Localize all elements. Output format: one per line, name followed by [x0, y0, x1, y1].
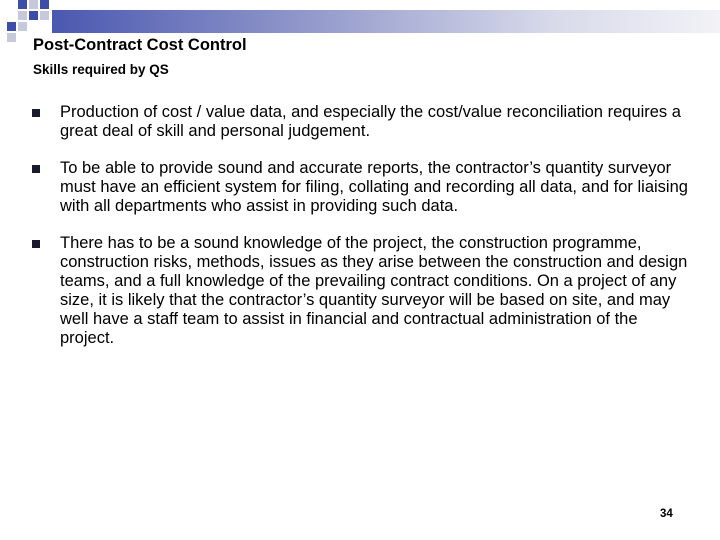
decor-square	[18, 22, 27, 31]
bullet-list	[32, 103, 692, 366]
bullet-item	[32, 234, 692, 348]
bullet-text: There has to be a sound knowledge of the project, the construction programme, construction risks, methods, issues as they arise between the construction and design teams, and a full knowledge of the prevailing contract conditions. On a project of any size, it is likely that the contractor’s quantity surveyor will be based on site, and may well have a staff team to assist in financial and contractual administration of the project.	[60, 234, 688, 347]
decor-square	[40, 0, 49, 9]
bullet-item	[32, 103, 692, 141]
decor-square	[29, 11, 38, 20]
square-bullet-icon	[32, 165, 40, 173]
square-bullet-icon	[32, 109, 40, 117]
page-number: 34	[660, 508, 673, 520]
bullet-item	[32, 159, 692, 216]
header-gradient-bar	[52, 10, 720, 33]
decor-square	[40, 11, 49, 20]
decor-square	[29, 0, 38, 9]
slide-title: Post-Contract Cost Control	[33, 36, 247, 54]
decor-square	[18, 0, 27, 9]
square-bullet-icon	[32, 240, 40, 248]
decor-square	[7, 22, 16, 31]
decor-square	[7, 33, 16, 42]
decor-square	[18, 11, 27, 20]
slide-subtitle: Skills required by QS	[33, 62, 169, 77]
bullet-text: Production of cost / value data, and especially the cost/value reconciliation requires a great deal of skill and personal judgement.	[60, 103, 681, 140]
bullet-text: To be able to provide sound and accurate reports, the contractor’s quantity surveyor must have an efficient system for filing, collating and recording all data, and for liaising with all departments who assist in providing such data.	[60, 159, 688, 215]
